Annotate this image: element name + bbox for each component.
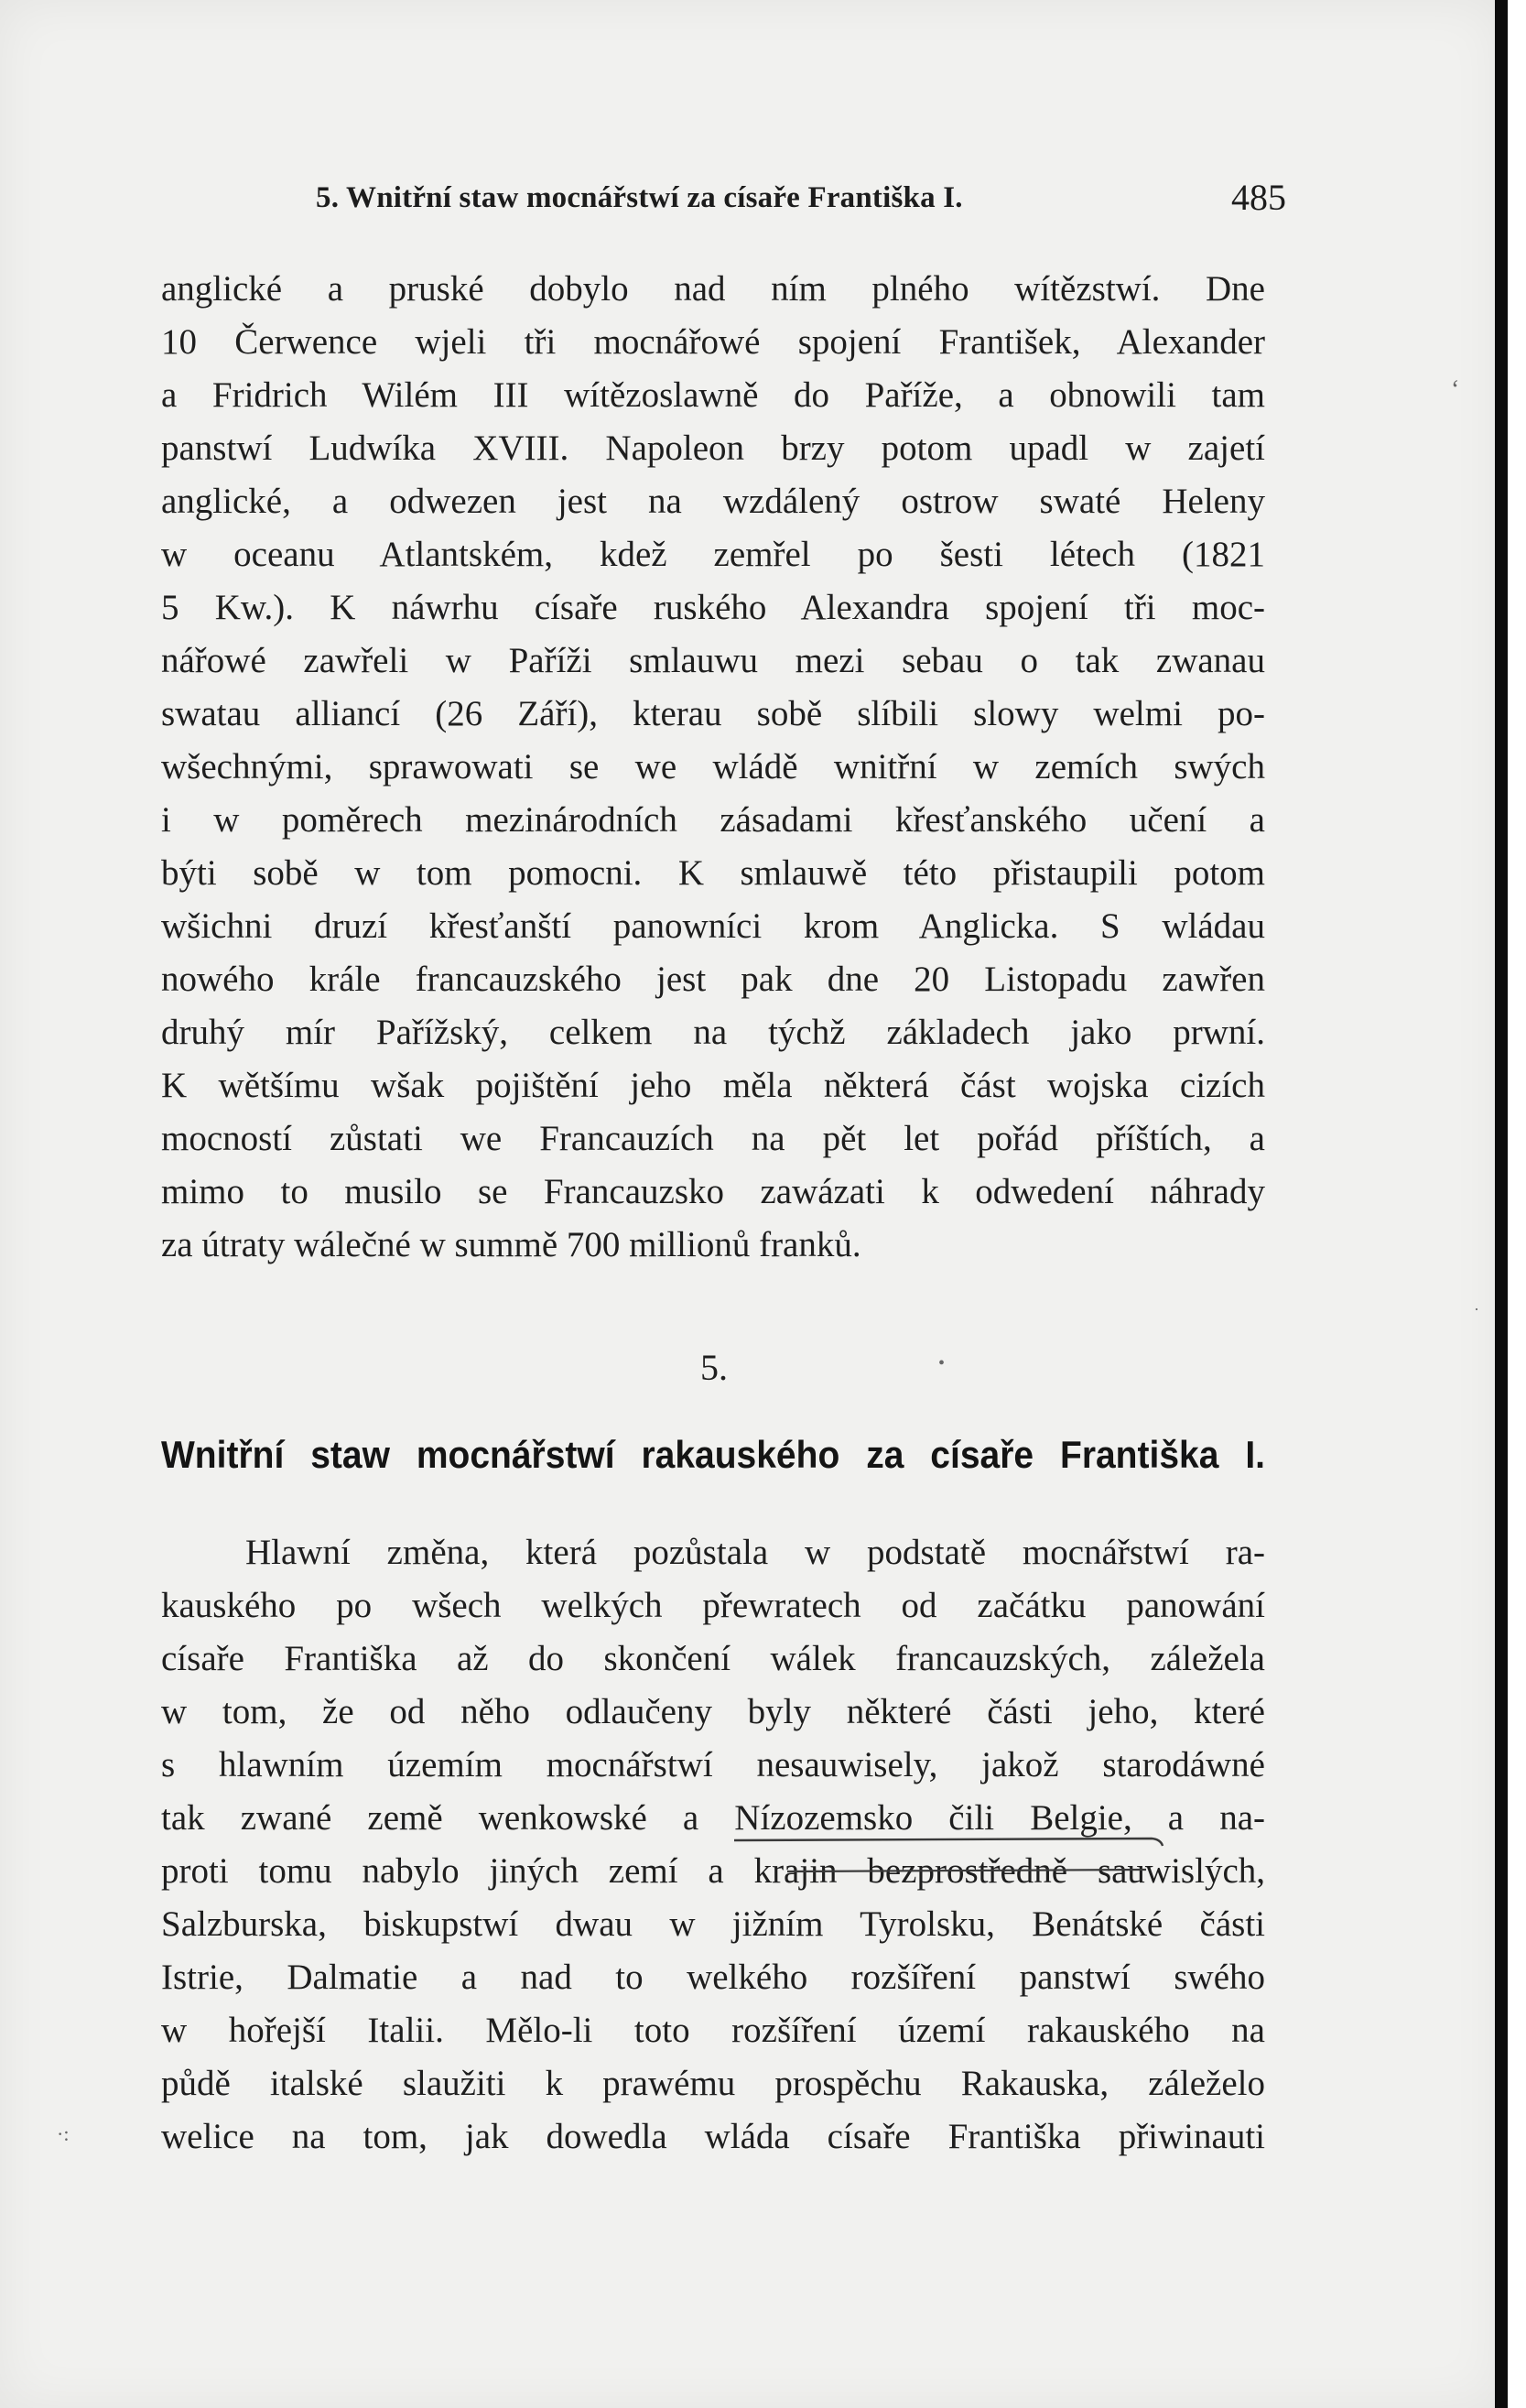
text-line: 5 Kw.). K náwrhu císaře ruského Alexandra spojení tři moc-	[161, 588, 1265, 627]
text-line: kauského po wšech welkých přewratech od začátku panowání	[161, 1586, 1265, 1625]
text-line: Hlawní změna, která pozůstala w podstatě mocnářstwí ra-	[245, 1533, 1265, 1572]
text-line: i w poměrech mezinárodních zásadami křesťanského učení a	[161, 800, 1265, 840]
text-line: w oceanu Atlantském, kdež zemřel po šesti létech (1821	[161, 535, 1265, 574]
text-line: w hořejší Italii. Mělo-li toto rozšíření území rakauského na	[161, 2011, 1265, 2050]
running-title: 5. Wnitřní staw mocnářstwí za císaře Františka I.	[316, 181, 963, 214]
text-line: s hlawním územím mocnářstwí nesauwisely, jakož starodáwné	[161, 1745, 1265, 1784]
text-line: w tom, že od něho odlaučeny byly některé části jeho, které	[161, 1692, 1265, 1731]
margin-tick-mark: ʻ	[1451, 375, 1460, 404]
section-heading: Wnitřní staw mocnářstwí rakauského za císaře Františka I.	[161, 1434, 1265, 1477]
text-line: tak zwané země wenkowské a Nízozemsko čili Belgie, a na-	[161, 1798, 1265, 1838]
running-header	[316, 174, 1286, 229]
page-number: 485	[1231, 177, 1286, 218]
text-line: druhý mír Pařížský, celkem na týchž základech jako prwní.	[161, 1013, 1265, 1052]
text-line: za útraty wálečné w summě 700 millionů franků.	[161, 1225, 861, 1264]
text-line: mimo to musilo se Francauzsko zawázati k odwedení náhrady	[161, 1172, 1265, 1211]
text-line: proti tomu nabylo jiných zemí a krajin bezprostředně sauwislých,	[161, 1851, 1265, 1891]
text-line: mocností zůstati we Francauzích na pět let pořád příštích, a	[161, 1119, 1265, 1158]
margin-tick-mark: ·	[1474, 1300, 1479, 1318]
text-line: panstwí Ludwíka XVIII. Napoleon brzy potom upadl w zajetí	[161, 428, 1265, 468]
text-line: půdě italské slaužiti k prawému prospěchu Rakauska, záleželo	[161, 2064, 1265, 2103]
margin-tick-mark: ·:	[57, 2122, 70, 2145]
scan-margin	[1508, 0, 1526, 2408]
paragraph-continued	[161, 263, 1265, 1272]
margin-tick-mark: •	[938, 1353, 946, 1373]
section-number: 5.	[700, 1347, 728, 1388]
text-line: a Fridrich Wilém III wítězoslawně do Paříže, a obnowili tam	[161, 375, 1265, 415]
text-line: nowého krále francauzského jest pak dne 20 Listopadu zawřen	[161, 960, 1265, 999]
text-line: welice na tom, jak dowedla wláda císaře Františka přiwinauti	[161, 2117, 1265, 2156]
text-line: wšichni druzí křesťanští panowníci krom Anglicka. S wládau	[161, 906, 1265, 946]
scan-edge-border	[1495, 0, 1508, 2408]
text-line: K wětšímu wšak pojištění jeho měla některá část wojska cizích	[161, 1066, 1265, 1105]
text-line: býti sobě w tom pomocni. K smlauwě této přistaupili potom	[161, 853, 1265, 893]
text-line: swatau alliancí (26 Září), kterau sobě slíbili slowy welmi po-	[161, 694, 1265, 733]
text-line: císaře Františka až do skončení wálek francauzských, záležela	[161, 1639, 1265, 1678]
text-line: Salzburska, biskupstwí dwau w jižním Tyrolsku, Benátské části	[161, 1904, 1265, 1944]
text-line: nářowé zawřeli w Paříži smlauwu mezi sebau o tak zwanau	[161, 641, 1265, 680]
text-line: 10 Čerwence wjeli tři mocnářowé spojení František, Alexander	[161, 322, 1265, 362]
text-line: anglické a pruské dobylo nad ním plného wítězstwí. Dne	[161, 269, 1265, 309]
text-line: anglické, a odwezen jest na wzdálený ostrow swaté Heleny	[161, 482, 1265, 521]
text-line: wšechnými, sprawowati se we wládě wnitřní w zemích swých	[161, 747, 1265, 786]
pencil-underline-mark	[732, 1835, 1172, 1877]
text-line: Istrie, Dalmatie a nad to welkého rozšíření panstwí swého	[161, 1958, 1265, 1997]
